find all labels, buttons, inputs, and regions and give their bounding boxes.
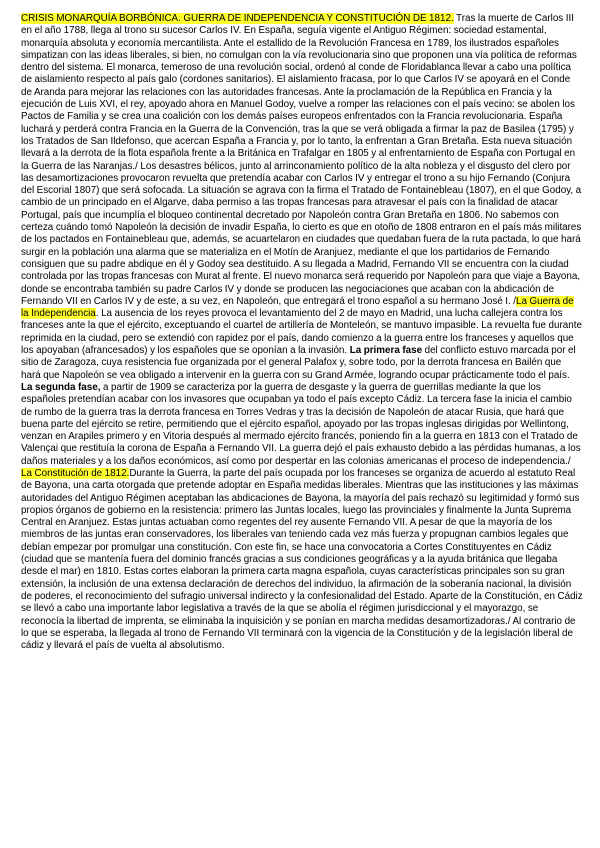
section-heading-constitucion-1812: La Constitución de 1812.: [21, 467, 130, 479]
segunda-fase-label: La segunda fase,: [21, 381, 101, 393]
document-body: [21, 13, 583, 652]
guerra-text: . La ausencia de los reyes provoca el levantamiento del 2 de mayo en Madrid, una lucha callejera contra los franceses ante la que el ejército, exceptuando el cuartel de artillería de Monteleón, se mantuvo impasible. La revuelta fue durante reprimida en la ciudad, pero se extendió con rapidez por el país, dando comienzo a la guerra entre los franceses y aquellos que los apoyaban (afrancesados) y los españoles que se oponían a la invasión.: [21, 308, 582, 357]
primera-fase-label: La primera fase: [349, 345, 423, 357]
title-highlight: CRISIS MONARQUÍA BORBÓNICA. GUERRA DE INDEPENDENCIA Y CONSTITUCIÓN DE 1812.: [21, 13, 454, 24]
constitucion-text: Durante la Guerra, la parte del país ocupada por los franceses se organiza de acuerdo al estatuto Real de Bayona, una carta otorgada que pretende adoptar en España medidas liberales. Mientras que las instituciones y las máximas autoridades del Antiguo Régimen aceptaban las abdicaciones de Bayona, la mayoría del país rechazó su legitimidad y formó sus propios órganos de gobierno en la resistencia: primero las Juntas locales, luego las provinciales y finalmente la Junta Suprema Central en Aranjuez. Estas juntas actuaban como regentes del rey ausente Fernando VII. A pesar de que la mayoría de los miembros de las juntas eran conservadores, los liberales van teniendo cada vez más fuerza y propugnan cambios legales que debían empezar por promulgar una constitución. Con este fin, se hace una convocatoria a Cortes Constituyentes en Cádiz (ciudad que se mantenía fuera del dominio francés gracias a sus condiciones geográficas y a la ayuda británica que llegaba desde el mar) en 1810. Estas cortes elaboran la primera carta magna española, cuyas características principales son su gran extensión, la inclusión de una extensa declaración de derechos del individuo, la afirmación de la soberanía nacional, la división de poderes, el reconocimiento del sufragio universal indirecto y la confesionalidad del Estado. Aparte de la Constitución, en Cádiz se llevó a cabo una importante labor legislativa a través de la que se abolía el régimen jurisdiccional y el mayorazgo, se reconocía la libertad de imprenta, se eliminaba la inquisición y se ponían en marcha medidas desamortizadoras./ Al contrario de lo que se esperaba, la llegada al trono de Fernando VII terminará con la vigencia de la Constitución y de la legislación liberal de cádiz y llevará el país de vuelta al absolutismo.: [21, 467, 583, 652]
segunda-fase-text: a partir de 1909 se caracteriza por la guerra de desgaste y la guerra de guerrillas mediante la que los españoles pretendían acabar con los invasores que ocupaban ya todo el país excepto Cádiz. La tercera fase la inicia el cambio de rumbo de la guerra tras la derrota francesa en Torres Vedras y tras la decisión de Napoleón de atacar Rusia, que hará que buena parte del ejército se retire, permitiendo que el ejército español, apoyado por las tropas inglesas dirigidas por Wellintong, venzan en Arapiles primero y en Vitoria después al mermado ejército francés, poniendo fin a la guerra en 1813 con el Tratado de Valençai que restituía la corona de España a Fernando VII. La guerra dejó el país exhausto debido a las pérdidas humanas, a los daños materiales y a los daños económicos, así como por despertar en las colonias americanas el proceso de independencia./: [21, 381, 581, 467]
intro-paragraph: Tras la muerte de Carlos III en el año 1788, llega al trono su sucesor Carlos IV. En España, seguía vigente el Antiguo Régimen: sociedad estamental, monarquía absoluta y economía mercantilista. Ante el estallido de la Revolución Francesa en 1789, los ilustrados españoles simpatizan con las ideas liberales, si bien, no comulgan con la vía revolucionaria sino que proponen una vía política de reformas dentro del sistema. El monarca, temeroso de una revolución social, ordenó al conde de Floridablanca llevar a cabo una política de aislamiento respecto al país galo (cordones sanitarios). El aislamiento fracasa, por lo que Carlos IV se apoyará en el Conde de Aranda para mejorar las relaciones con las autoridades francesas. Ante la proclamación de la República en Francia y la ejecución de Luis XVI, el rey, apoyado ahora en Manuel Godoy, vuelve a romper las relaciones con el país vecino: se abolen los Pactos de Familia y se crea una coalición con los demás países europeos enfrentados con la Francia revolucionaria. España luchará y perderá contra Francia en la Guerra de la Convención, tras la que se verá obligada a firmar la paz de Basilea (1795) y los Tratados de San Ildefonso, que acercan España a Francia y, por lo tanto, la enfrentan a Gran Bretaña. Esta nueva situación llevará a la derrota de la flota española frente a la Británica en Trafalgar en 1805 y al enfrentamiento de España con Portugal en la Guerra de las Naranjas./ Los desastres bélicos, junto al arrinconamiento político de la alta nobleza y el disgusto del clero por las desamortizaciones provocaron revuelta que pretendía acabar con Carlos IV y entregar el trono a su hijo Fernando (Conjura del Escorial 1807) que será sofocada. La situación se agrava con la firma el Tratado de Fontainebleau (1807), en el que Godoy, a cambio de un principado en el Algarve, daba permiso a las tropas francesas para atravesar el país con la finalidad de atacar Portugal, país que incumplía el bloqueo continental decretado por Napoleón contra Gran Bretaña en 1806. No sabemos con certeza cuándo tomó Napoleón la decisión de invadir España, lo cierto es que en otoño de 1808 entraron en el país más militares de los pactados en Fontainebleau que, además, se acuartelaron en ciudades que quedaban fuera de la ruta pactada, lo que hará surgir en la población una alarma que se materializa en el Motín de Aranjuez, mediante el que los partidarios de Fernando consiguen que su padre abdique en él y Godoy sea destituido. A su llegada a Madrid, Fernando VII se encuentra con la ciudad controlada por las tropas francesas con Murat al frente. El nuevo monarca será requerido por Napoleón para que viaje a Bayona, donde se encontraba también su padre Carlos IV y donde se producen las negociaciones que acaban con la abdicación de Fernando VII en Carlos IV y de este, a su vez, en Napoleón, que entregará el trono español a su hermano José I. /: [21, 13, 582, 307]
section-heading-guerra-independencia: La Guerra de la Independencia: [21, 295, 574, 320]
primera-fase-text: del conflicto estuvo marcada por el sitio de Zaragoza, cuya resistencia fue organizada por el general Palafox y, sobre todo, por la derrota francesa en Bailén que hará que Napoleón se vea obligado a intervenir en la guerra con su Grand Armée, logrando ocupar prácticamente todo el país.: [21, 345, 576, 381]
